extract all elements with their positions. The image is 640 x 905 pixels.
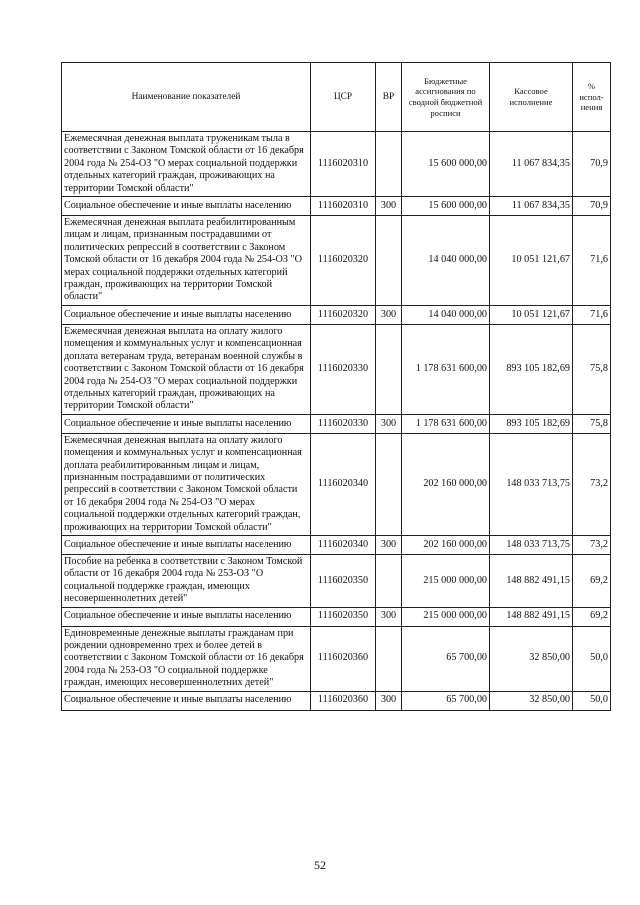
cell-name: Ежемесячная денежная выплата на оплату жилого помещения и коммунальных услуг и компенсационная доплата реабилитированным лицам и лицам, признанным пострадавшими от политических репрессий в соответствии с Законом Томской области от 16 декабря 2004 года № 254-ОЗ "О мерах социальной поддержки отдельных категорий граждан, проживающих на территории Томской области" [62, 433, 311, 535]
cell-cash: 11 067 834,35 [490, 197, 573, 216]
cell-csr: 1116020330 [311, 414, 376, 433]
table-row [62, 607, 611, 626]
cell-csr: 1116020310 [311, 132, 376, 197]
cell-cash: 10 051 121,67 [490, 216, 573, 306]
cell-vr: 300 [376, 535, 402, 554]
cell-percent: 71,6 [573, 305, 611, 324]
cell-csr: 1116020330 [311, 324, 376, 414]
cell-budget: 1 178 631 600,00 [402, 324, 490, 414]
cell-cash: 11 067 834,35 [490, 132, 573, 197]
header-vr: ВР [376, 63, 402, 132]
cell-budget: 15 600 000,00 [402, 197, 490, 216]
table-body [62, 132, 611, 711]
cell-cash: 893 105 182,69 [490, 324, 573, 414]
cell-vr [376, 216, 402, 306]
cell-percent: 70,9 [573, 197, 611, 216]
cell-name: Социальное обеспечение и иные выплаты населению [62, 197, 311, 216]
cell-name: Ежемесячная денежная выплата на оплату жилого помещения и коммунальных услуг и компенсационная доплата ветеранам труда, ветеранам военной службы в соответствии с Законом Томской области от 16 декабря 2004 года № 254-ОЗ "О мерах социальной поддержки отдельных категорий граждан, проживающих на территории Томской области" [62, 324, 311, 414]
cell-cash: 893 105 182,69 [490, 414, 573, 433]
table-row [62, 305, 611, 324]
cell-csr: 1116020340 [311, 433, 376, 535]
cell-vr: 300 [376, 607, 402, 626]
cell-percent: 75,8 [573, 414, 611, 433]
cell-budget: 1 178 631 600,00 [402, 414, 490, 433]
cell-percent: 73,2 [573, 433, 611, 535]
cell-name: Социальное обеспечение и иные выплаты населению [62, 607, 311, 626]
cell-cash: 148 882 491,15 [490, 554, 573, 607]
cell-budget: 14 040 000,00 [402, 305, 490, 324]
cell-budget: 65 700,00 [402, 691, 490, 710]
table-row [62, 554, 611, 607]
cell-csr: 1116020310 [311, 197, 376, 216]
cell-name: Социальное обеспечение и иные выплаты населению [62, 691, 311, 710]
cell-vr: 300 [376, 691, 402, 710]
cell-vr [376, 132, 402, 197]
cell-percent: 50,0 [573, 691, 611, 710]
cell-name: Ежемесячная денежная выплата реабилитированным лицам и лицам, признанным пострадавшими от политических репрессий в соответствии с Законом Томской области от 16 декабря 2004 года № 254-ОЗ "О мерах социальной поддержки отдельных категорий граждан, проживающих на территории Томской области" [62, 216, 311, 306]
header-csr: ЦСР [311, 63, 376, 132]
cell-name: Пособие на ребенка в соответствии с Законом Томской области от 16 декабря 2004 года № 253-ОЗ "О социальной поддержке граждан, имеющих несовершеннолетних детей" [62, 554, 311, 607]
cell-budget: 215 000 000,00 [402, 554, 490, 607]
table-row [62, 535, 611, 554]
header-budget: Бюджетные ассигнования по сводной бюджетной росписи [402, 63, 490, 132]
cell-cash: 32 850,00 [490, 691, 573, 710]
table-row [62, 414, 611, 433]
cell-budget: 215 000 000,00 [402, 607, 490, 626]
cell-cash: 10 051 121,67 [490, 305, 573, 324]
table-row [62, 691, 611, 710]
table-row [62, 197, 611, 216]
cell-percent: 70,9 [573, 132, 611, 197]
table-row [62, 324, 611, 414]
cell-percent: 75,8 [573, 324, 611, 414]
cell-cash: 32 850,00 [490, 626, 573, 691]
cell-budget: 14 040 000,00 [402, 216, 490, 306]
header-percent: % испол-нения [573, 63, 611, 132]
cell-vr: 300 [376, 414, 402, 433]
cell-percent: 50,0 [573, 626, 611, 691]
cell-percent: 71,6 [573, 216, 611, 306]
cell-name: Единовременные денежные выплаты гражданам при рождении одновременно трех и более детей в соответствии с Законом Томской области от 16 декабря 2004 года № 253-ОЗ "О социальной поддержке граждан, имеющих несовершеннолетних детей" [62, 626, 311, 691]
cell-percent: 69,2 [573, 554, 611, 607]
cell-vr [376, 626, 402, 691]
table-row [62, 132, 611, 197]
cell-cash: 148 882 491,15 [490, 607, 573, 626]
header-cash: Кассовое исполнение [490, 63, 573, 132]
cell-csr: 1116020320 [311, 216, 376, 306]
cell-budget: 15 600 000,00 [402, 132, 490, 197]
header-row [62, 63, 611, 132]
cell-budget: 202 160 000,00 [402, 433, 490, 535]
cell-cash: 148 033 713,75 [490, 433, 573, 535]
cell-csr: 1116020340 [311, 535, 376, 554]
page-number: 52 [314, 858, 326, 872]
cell-name: Социальное обеспечение и иные выплаты населению [62, 305, 311, 324]
cell-csr: 1116020350 [311, 554, 376, 607]
cell-vr: 300 [376, 305, 402, 324]
cell-csr: 1116020350 [311, 607, 376, 626]
cell-csr: 1116020320 [311, 305, 376, 324]
cell-budget: 202 160 000,00 [402, 535, 490, 554]
budget-table [61, 62, 611, 711]
table-header [62, 63, 611, 132]
cell-percent: 69,2 [573, 607, 611, 626]
cell-vr [376, 433, 402, 535]
cell-vr: 300 [376, 197, 402, 216]
table-row [62, 626, 611, 691]
cell-vr [376, 324, 402, 414]
cell-percent: 73,2 [573, 535, 611, 554]
cell-csr: 1116020360 [311, 691, 376, 710]
cell-vr [376, 554, 402, 607]
table-row [62, 216, 611, 306]
table-row [62, 433, 611, 535]
cell-cash: 148 033 713,75 [490, 535, 573, 554]
cell-csr: 1116020360 [311, 626, 376, 691]
cell-budget: 65 700,00 [402, 626, 490, 691]
cell-name: Ежемесячная денежная выплата труженикам тыла в соответствии с Законом Томской области от 16 декабря 2004 года № 254-ОЗ "О мерах социальной поддержки отдельных категорий граждан, проживающих на территории Томской области" [62, 132, 311, 197]
header-name: Наименование показателей [62, 63, 311, 132]
cell-name: Социальное обеспечение и иные выплаты населению [62, 414, 311, 433]
cell-name: Социальное обеспечение и иные выплаты населению [62, 535, 311, 554]
